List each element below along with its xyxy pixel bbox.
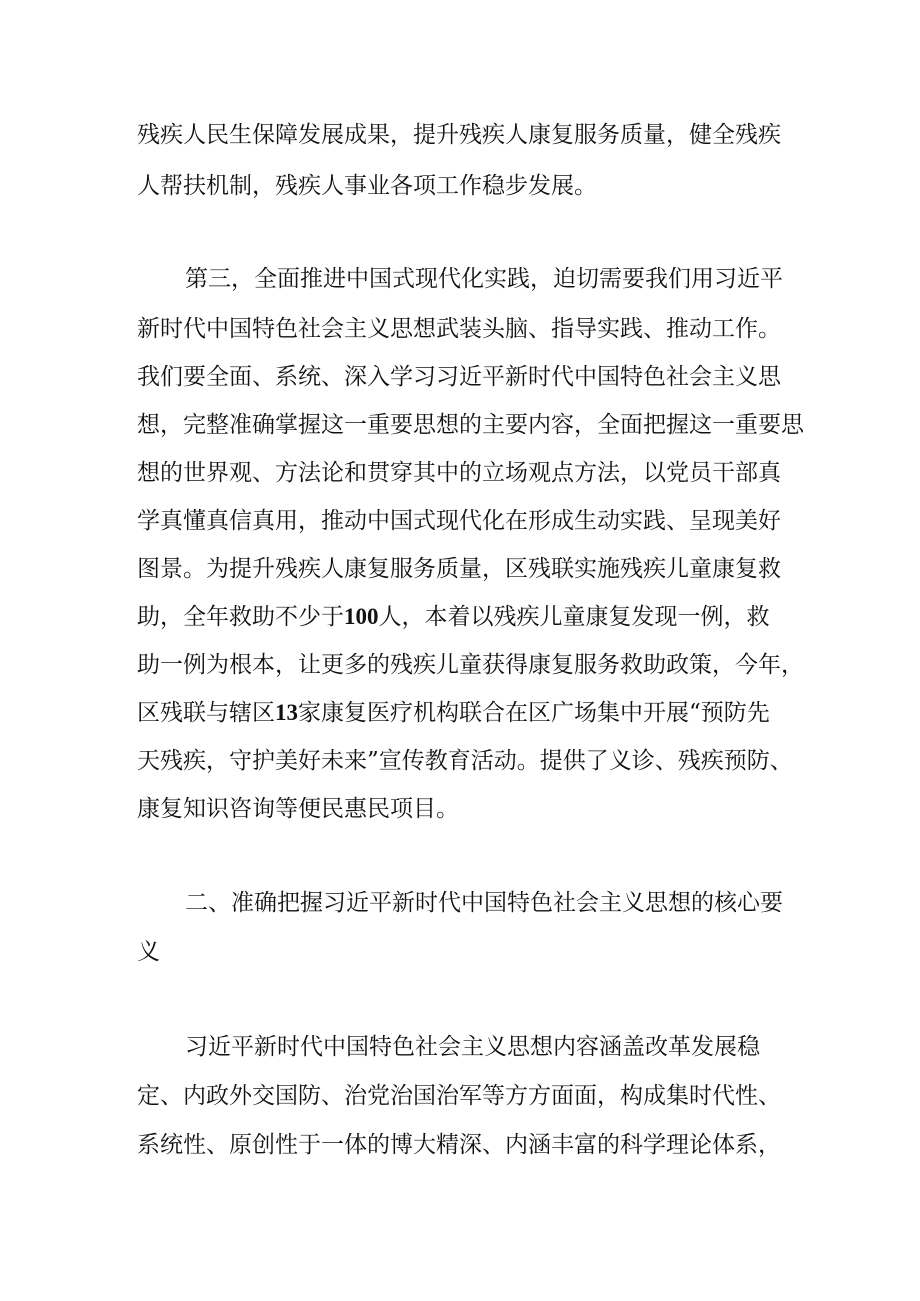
paragraph-2-line-6: 学真懂真信真用，推动中国式现代化在形成生动实践、呈现美好	[137, 508, 781, 534]
paragraph-2-line-4: 想，完整准确掌握这一重要思想的主要内容，全面把握这一重要思	[137, 412, 804, 438]
paragraph-2-line-10	[137, 698, 770, 728]
paragraph-2-line-2: 新时代中国特色社会主义思想武装头脑、指导实践、推动工作。	[137, 316, 781, 342]
paragraph-2-line-10-text-b: 家康复医疗机构联合在区广场集中开展“预防先	[298, 700, 770, 726]
paragraph-2-line-1: 第三，全面推进中国式现代化实践，迫切需要我们用习近平	[185, 266, 783, 292]
paragraph-1-line-1: 残疾人民生保障发展成果，提升残疾人康复服务质量，健全残疾	[137, 122, 781, 148]
paragraph-2-line-11: 天残疾，守护美好未来”宣传教育活动。提供了义诊、残疾预防、	[137, 748, 793, 774]
paragraph-1-line-2: 人帮扶机制，残疾人事业各项工作稳步发展。	[137, 173, 597, 199]
paragraph-3-line-2: 定、内政外交国防、治党治国治军等方方面面，构成集时代性、	[137, 1083, 781, 1109]
paragraph-2-line-8	[137, 602, 770, 632]
paragraph-2-line-10-text-a: 区残联与辖区	[137, 700, 275, 726]
paragraph-2-line-12: 康复知识咨询等便民惠民项目。	[137, 796, 459, 822]
paragraph-2-line-8-text-b: 人，本着以残疾儿童康复发现一例，救	[378, 604, 770, 630]
paragraph-3-line-3: 系统性、原创性于一体的博大精深、内涵丰富的科学理论体系，	[137, 1132, 781, 1158]
paragraph-3-line-1: 习近平新时代中国特色社会主义思想内容涵盖改革发展稳	[185, 1034, 760, 1060]
section-heading-line-1: 二、准确把握习近平新时代中国特色社会主义思想的核心要	[185, 890, 783, 916]
paragraph-2-line-8-text-a: 助，全年救助不少于	[137, 604, 344, 630]
section-heading-line-2: 义	[137, 939, 160, 965]
rescue-count-number: 100	[344, 604, 379, 629]
paragraph-2-line-3: 我们要全面、系统、深入学习习近平新时代中国特色社会主义思	[137, 364, 781, 390]
institution-count-number: 13	[275, 700, 298, 725]
paragraph-2-line-7: 图景。为提升残疾人康复服务质量，区残联实施残疾儿童康复救	[137, 556, 781, 582]
paragraph-2-line-9: 助一例为根本，让更多的残疾儿童获得康复服务救助政策，今年，	[137, 652, 804, 678]
paragraph-2-line-5: 想的世界观、方法论和贯穿其中的立场观点方法，以党员干部真	[137, 460, 781, 486]
